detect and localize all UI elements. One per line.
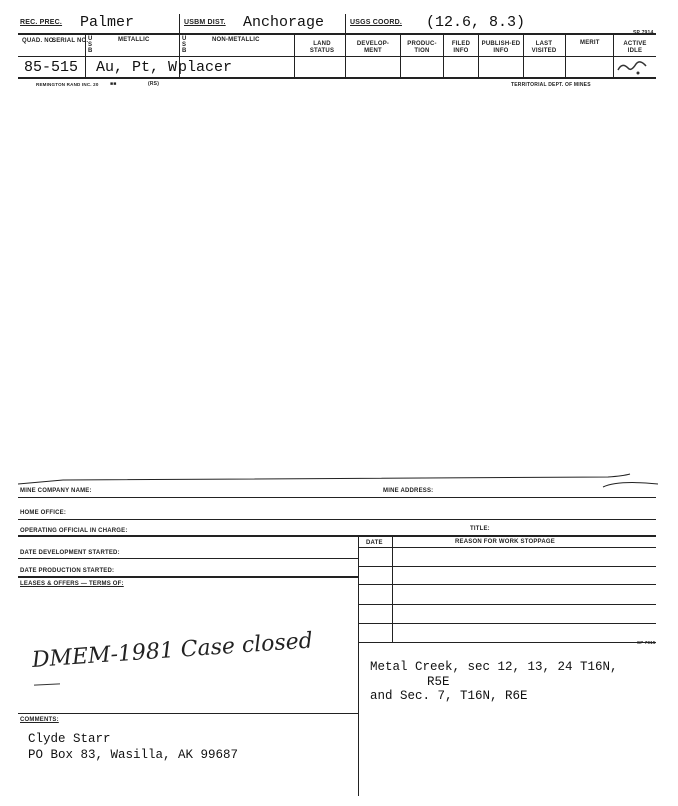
- row-non-metallic: placer: [178, 59, 233, 76]
- hand-underline: [34, 683, 60, 685]
- comments-line-2: PO Box 83, Wasilla, AK 99687: [28, 748, 239, 762]
- col-serial-no: SERIAL NO.: [52, 38, 89, 44]
- usgs-coord-label: USGS COORD.: [350, 19, 402, 26]
- comments-line-1: Clyde Starr: [28, 732, 111, 746]
- col-filed-info: FILED INFO: [451, 41, 471, 54]
- usgs-coord-value: (12.6, 8.3): [426, 14, 526, 31]
- col-quad-no: QUAD. NO.: [22, 38, 56, 44]
- header-rule-3: [18, 77, 656, 79]
- operating-official-label: OPERATING OFFICIAL IN CHARGE:: [20, 528, 128, 534]
- location-line-2: R5E: [427, 675, 450, 689]
- leases-label: LEASES & OFFERS — TERMS OF:: [20, 581, 124, 587]
- col-sep: [392, 536, 393, 642]
- col-sep: [345, 14, 346, 77]
- reason-col-header: REASON FOR WORK STOPPAGE: [455, 539, 555, 545]
- col-active-idle: ACTIVE IDLE: [623, 41, 647, 54]
- rule: [18, 519, 656, 520]
- scribble-mark-icon: [614, 58, 654, 78]
- rule: [358, 604, 656, 605]
- header-rule-2: [18, 56, 656, 57]
- col-usb-1: U S B: [88, 36, 93, 54]
- header-rule-1: [18, 33, 656, 35]
- rule: [358, 623, 656, 624]
- rec-prec-value: Palmer: [80, 14, 135, 31]
- usbm-dist-label: USBM DIST.: [184, 19, 226, 26]
- row-metallic: Au, Pt, W: [96, 59, 178, 76]
- location-line-3: and Sec. 7, T16N, R6E: [370, 689, 528, 703]
- col-last-visited: LAST VISITED: [531, 41, 557, 54]
- col-sep: [294, 34, 295, 77]
- date-production-label: DATE PRODUCTION STARTED:: [20, 568, 115, 574]
- mine-address-label: MINE ADDRESS:: [383, 488, 434, 494]
- col-sep: [523, 34, 524, 77]
- form-code-bottom: SP 7915: [637, 640, 656, 645]
- rule: [358, 642, 656, 643]
- printer-right: TERRITORIAL DEPT. OF MINES: [511, 82, 591, 88]
- col-sep: [478, 34, 479, 77]
- rule: [18, 535, 656, 537]
- card-top-border: [18, 472, 658, 492]
- col-production: PRODUC-TION: [407, 41, 437, 54]
- title-label: TITLE:: [470, 526, 490, 532]
- col-sep: [443, 34, 444, 77]
- comments-label: COMMENTS:: [20, 717, 59, 723]
- col-development: DEVELOP-MENT: [356, 41, 390, 54]
- row-number: 85-515: [24, 59, 79, 76]
- rule: [358, 547, 656, 548]
- rule: [18, 558, 358, 559]
- col-sep: [358, 536, 359, 796]
- rule: [358, 584, 656, 585]
- home-office-label: HOME OFFICE:: [20, 510, 67, 516]
- col-sep: [565, 34, 566, 77]
- form-code-top: SP 7914: [633, 30, 654, 36]
- col-published-info: PUBLISH-ED INFO: [481, 41, 521, 54]
- printer-mark: ■■: [110, 81, 117, 87]
- mine-company-name-label: MINE COMPANY NAME:: [20, 488, 92, 494]
- rule: [358, 566, 656, 567]
- usbm-dist-value: Anchorage: [243, 14, 325, 31]
- date-development-label: DATE DEVELOPMENT STARTED:: [20, 550, 120, 556]
- date-col-header: DATE: [366, 540, 383, 546]
- col-sep: [400, 34, 401, 77]
- location-line-1: Metal Creek, sec 12, 13, 24 T16N,: [370, 660, 618, 674]
- handwritten-note: DMEM-1981 Case closed: [31, 628, 314, 673]
- col-metallic: METALLIC: [118, 37, 150, 43]
- rule: [18, 713, 358, 714]
- rule: [18, 497, 656, 498]
- col-merit: MERIT: [580, 40, 600, 46]
- col-usb-2: U S B: [182, 36, 187, 54]
- rec-prec-label: REC. PREC.: [20, 19, 63, 26]
- col-non-metallic: NON-METALLIC: [212, 37, 260, 43]
- printer-left: REMINGTON RAND INC. 20: [36, 82, 99, 87]
- rule: [18, 576, 358, 578]
- printer-mid: (RS): [148, 81, 160, 87]
- col-land-status: LAND STATUS: [309, 41, 335, 54]
